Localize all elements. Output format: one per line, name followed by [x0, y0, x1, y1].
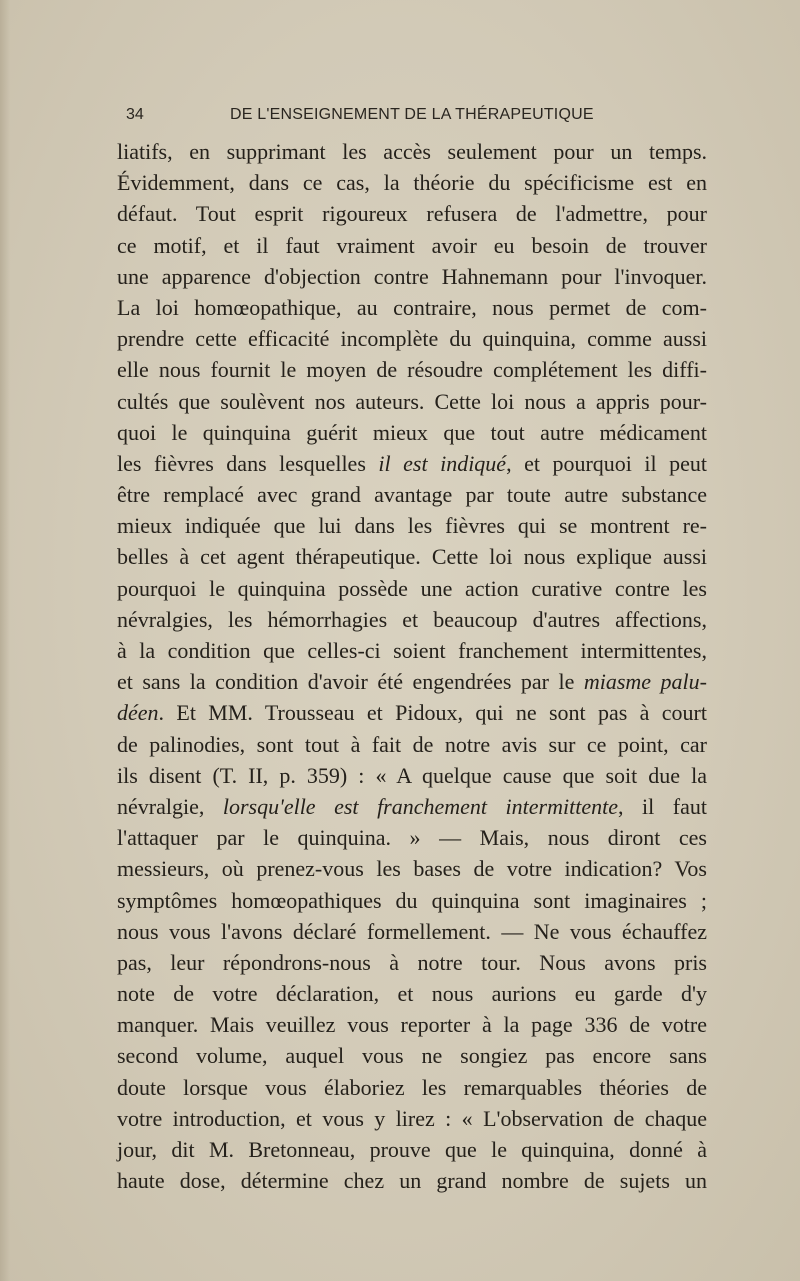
text-segment: jour, dit M. Bretonneau, prouve que le quinquina, donné à — [117, 1137, 707, 1162]
text-line — [117, 386, 707, 417]
text-segment: haute dose, détermine chez un grand nombre de sujets un — [117, 1168, 707, 1194]
page-header — [126, 106, 686, 130]
text-segment: symptômes homœopathiques du quinquina sont imaginaires ; — [117, 887, 707, 913]
text-line — [117, 323, 707, 354]
text-segment: les fièvres dans lesquelles — [117, 450, 379, 476]
text-line — [117, 198, 707, 229]
text-segment: névralgie, — [117, 793, 223, 819]
italic-text: miasme palu- — [583, 669, 707, 695]
text-segment: second volume, auquel vous ne songiez pas encore sans — [117, 1043, 707, 1069]
text-line — [117, 1072, 707, 1103]
text-line — [117, 1040, 707, 1071]
italic-text: déen — [117, 700, 159, 726]
text-line — [117, 822, 707, 853]
text-segment: de palinodies, sont tout à fait de notre avis sur ce point, car — [117, 731, 707, 757]
text-segment: manquer. Mais veuillez vous reporter à la page 336 de votre — [117, 1012, 707, 1038]
text-line — [117, 947, 707, 978]
text-line — [117, 853, 707, 884]
text-segment: défaut. Tout esprit rigoureux refusera de l'admettre, pour — [117, 201, 707, 227]
text-segment: quoi le quinquina guérit mieux que tout autre médicament — [117, 419, 707, 445]
text-line — [117, 1134, 707, 1165]
text-segment: messieurs, où prenez-vous les bases de votre indication? Vos — [117, 856, 707, 882]
text-segment: belles à cet agent thérapeutique. Cette loi nous explique aussi — [117, 544, 707, 570]
text-line — [117, 541, 707, 572]
text-line — [117, 1009, 707, 1040]
italic-text: lorsqu'elle est franchement intermittente — [222, 793, 618, 819]
text-line — [117, 261, 707, 292]
page-edge-shadow — [0, 0, 10, 1281]
text-segment: ce motif, et il faut vraiment avoir eu besoin de trouver — [117, 232, 707, 258]
text-line — [117, 916, 707, 947]
italic-text: il est indiqué — [378, 450, 507, 476]
text-segment: liatifs, en supprimant les accès seulement pour un temps. — [117, 139, 707, 164]
text-line — [117, 230, 707, 261]
text-segment: nous vous l'avons déclaré formellement. — Ne vous échauffez — [117, 918, 707, 944]
text-segment: , il faut — [617, 793, 707, 819]
text-segment: votre introduction, et vous y lirez : « L'observation de chaque — [117, 1105, 707, 1131]
text-segment: doute lorsque vous élaboriez les remarquables théories de — [117, 1074, 707, 1100]
text-line — [117, 978, 707, 1009]
page-number: 34 — [126, 106, 144, 123]
text-segment: , et pourquoi il peut — [506, 450, 708, 476]
text-segment: elle nous fournit le moyen de résoudre complétement les diffi- — [117, 357, 707, 383]
text-segment: mieux indiquée que lui dans les fièvres qui se montrent re- — [117, 513, 707, 539]
text-line — [117, 136, 707, 167]
text-segment: névralgies, les hémorrhagies et beaucoup d'autres affections, — [117, 606, 707, 632]
text-line — [117, 292, 707, 323]
text-line — [117, 885, 707, 916]
text-segment: une apparence d'objection contre Hahnemann pour l'invoquer. — [117, 263, 707, 289]
text-segment: et sans la condition d'avoir été engendrées par le — [117, 669, 584, 695]
text-segment: La loi homœopathique, au contraire, nous permet de com- — [117, 294, 707, 320]
text-segment: l'attaquer par le quinquina. » — Mais, nous diront ces — [117, 825, 707, 851]
text-line — [117, 479, 707, 510]
text-line — [117, 604, 707, 635]
text-segment: Évidemment, dans ce cas, la théorie du spécificisme est en — [117, 170, 707, 196]
text-segment: note de votre déclaration, et nous aurions eu garde d'y — [117, 981, 707, 1007]
text-line — [117, 697, 707, 728]
text-line — [117, 448, 707, 479]
text-line — [117, 573, 707, 604]
text-line — [117, 760, 707, 791]
body-text — [117, 136, 707, 1196]
text-segment: prendre cette efficacité incomplète du quinquina, comme aussi — [117, 326, 707, 352]
text-line — [117, 1103, 707, 1134]
text-segment: cultés que soulèvent nos auteurs. Cette loi nous a appris pour- — [117, 388, 707, 414]
text-line — [117, 510, 707, 541]
text-line — [117, 1165, 707, 1196]
text-line — [117, 666, 707, 697]
text-line — [117, 791, 707, 822]
text-segment: pas, leur répondrons-nous à notre tour. Nous avons pris — [117, 949, 707, 975]
text-segment: être remplacé avec grand avantage par toute autre substance — [117, 482, 707, 508]
text-line — [117, 167, 707, 198]
text-segment: . Et MM. Trousseau et Pidoux, qui ne sont pas à court — [158, 700, 707, 726]
text-line — [117, 635, 707, 666]
text-line — [117, 417, 707, 448]
text-segment: ils disent (T. II, p. 359) : « A quelque cause que soit due la — [117, 762, 707, 788]
text-segment: à la condition que celles-ci soient franchement intermittentes, — [117, 638, 707, 663]
running-head: DE L'ENSEIGNEMENT DE LA THÉRAPEUTIQUE — [230, 106, 594, 123]
text-segment: pourquoi le quinquina possède une action curative contre les — [117, 575, 707, 601]
text-line — [117, 354, 707, 385]
text-line — [117, 729, 707, 760]
